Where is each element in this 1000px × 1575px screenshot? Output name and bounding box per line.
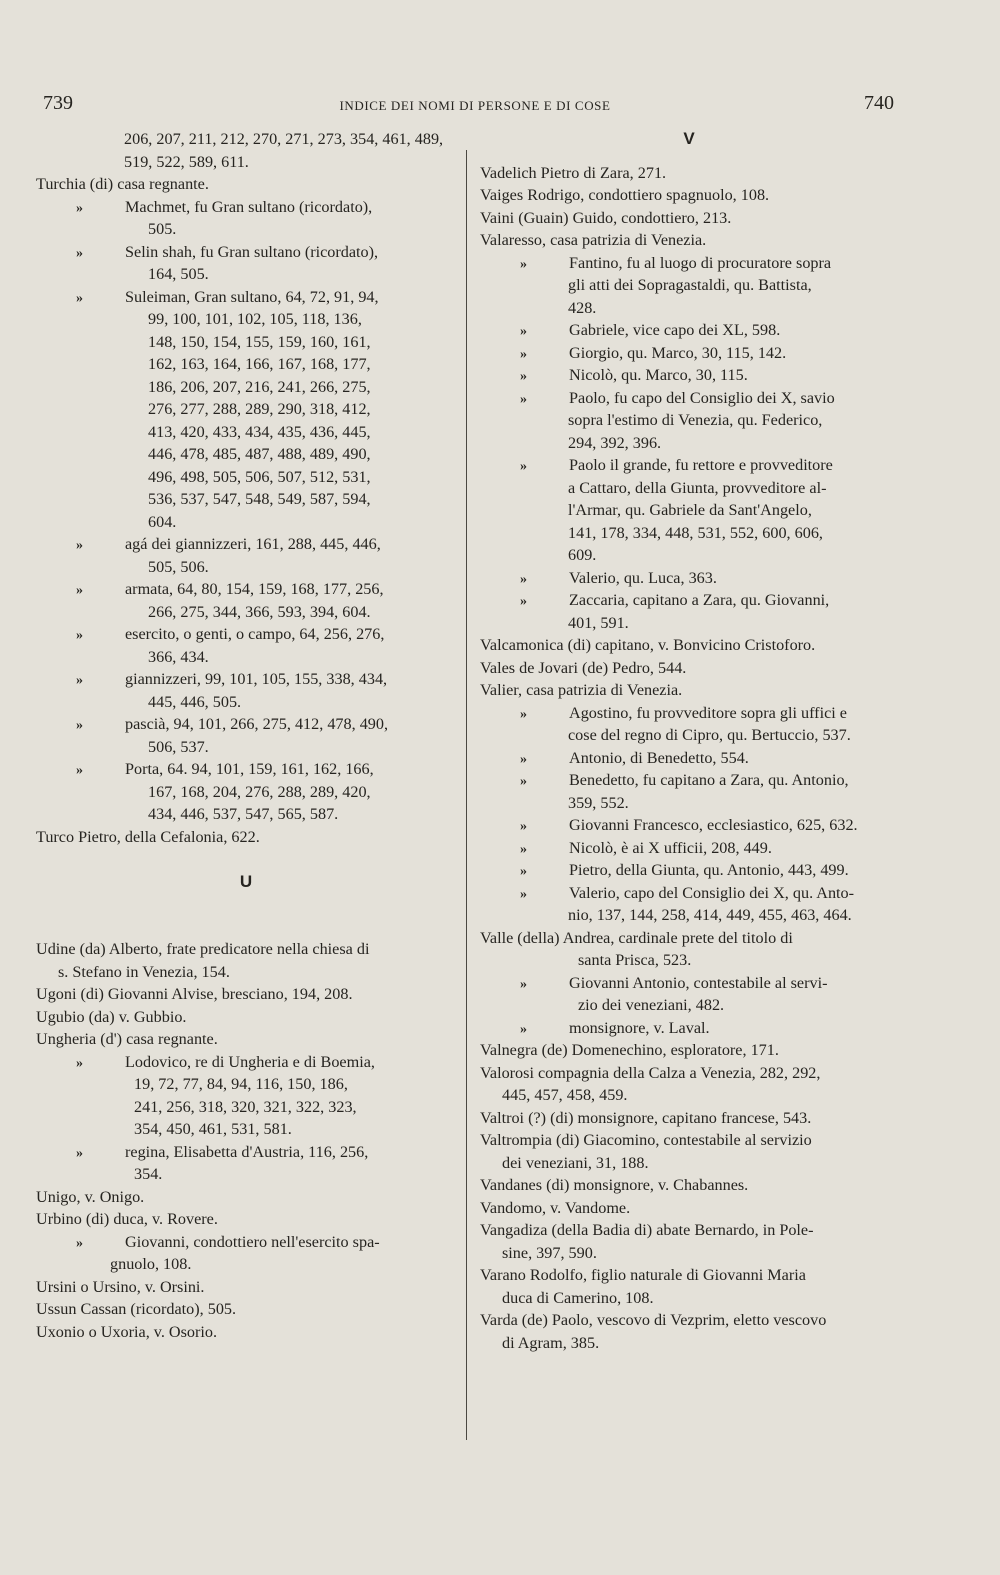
- index-entry-text: agá dei giannizzeri, 161, 288, 445, 446,: [125, 535, 381, 553]
- index-line: [480, 252, 898, 275]
- index-line: [36, 128, 456, 151]
- index-line: [480, 544, 898, 567]
- index-line: [36, 511, 456, 534]
- index-entry-text: Vales de Jovari (de) Pedro, 544.: [480, 658, 687, 677]
- index-line: [480, 612, 898, 635]
- index-entry-text: s. Stefano in Venezia, 154.: [58, 962, 230, 981]
- index-line: [36, 646, 456, 669]
- index-entry-text: Vaiges Rodrigo, condottiero spagnuolo, 108.: [480, 186, 770, 204]
- index-entry-text: 167, 168, 204, 276, 288, 289, 420,: [148, 782, 371, 801]
- index-entry-text: Valier, casa patrizia di Venezia.: [480, 681, 683, 699]
- index-line: [480, 972, 898, 995]
- index-entry-text: Paolo, fu capo del Consiglio dei X, savio: [569, 388, 835, 407]
- index-line: [480, 522, 898, 545]
- right-column: [480, 128, 898, 1354]
- index-entry-text: Antonio, di Benedetto, 554.: [569, 748, 749, 767]
- index-line: [480, 747, 898, 770]
- index-entry-text: Giorgio, qu. Marco, 30, 115, 142.: [569, 343, 787, 362]
- index-entry-text: 428.: [568, 298, 597, 317]
- ditto-mark: »: [520, 976, 527, 992]
- index-entry-text: 99, 100, 101, 102, 105, 118, 136,: [148, 310, 362, 328]
- index-line: [36, 668, 456, 691]
- index-entry-text: Zaccaria, capitano a Zara, qu. Giovanni,: [569, 591, 830, 609]
- index-entry-text: Uxonio o Uxoria, v. Osorio.: [36, 1322, 218, 1341]
- page-header: [0, 92, 1000, 122]
- index-line: [36, 1118, 456, 1141]
- index-line: [480, 769, 898, 792]
- ditto-mark: »: [76, 538, 83, 553]
- index-entry-text: Vaini (Guain) Guido, condottiero, 213.: [480, 208, 732, 227]
- index-entry-text: 241, 256, 318, 320, 321, 322, 323,: [134, 1097, 357, 1116]
- index-entry-text: 536, 537, 547, 548, 549, 587, 594,: [148, 490, 371, 508]
- ditto-mark: »: [76, 1235, 83, 1251]
- index-entry-text: monsignore, v. Laval.: [569, 1018, 710, 1037]
- index-entry-text: Agostino, fu provveditore sopra gli uffici e: [569, 703, 847, 722]
- index-entry-text: Porta, 64. 94, 101, 159, 161, 162, 166,: [125, 760, 374, 778]
- index-entry-text: Ungheria (d') casa regnante.: [36, 1030, 218, 1048]
- index-entry-text: Vandomo, v. Vandome.: [480, 1198, 631, 1217]
- index-line: [480, 432, 898, 455]
- index-line: [36, 691, 456, 714]
- index-entry-text: Valorosi compagnia della Calza a Venezia, 282, 292,: [480, 1063, 821, 1082]
- index-line: [480, 1084, 898, 1107]
- index-entry-text: 445, 446, 505.: [148, 692, 242, 711]
- index-line: [480, 274, 898, 297]
- ditto-mark: »: [520, 706, 527, 722]
- right-page-number: 740: [864, 92, 894, 114]
- ditto-mark: »: [76, 583, 83, 598]
- index-entry-text: Valnegra (de) Domenechino, esploratore, 171.: [480, 1041, 779, 1059]
- index-entry-text: Valle (della) Andrea, cardinale prete del titolo di: [480, 928, 793, 947]
- index-line: [480, 634, 898, 657]
- index-line: [36, 376, 456, 399]
- ditto-mark: »: [520, 256, 527, 272]
- index-entry-text: 164, 505.: [148, 265, 209, 283]
- ditto-mark: »: [76, 673, 83, 688]
- index-line: [36, 1006, 456, 1029]
- index-line: [36, 713, 456, 736]
- index-entry-text: l'Armar, qu. Gabriele da Sant'Angelo,: [568, 501, 812, 519]
- index-line: [36, 533, 456, 556]
- index-line: [480, 1174, 898, 1197]
- index-entry-text: cose del regno di Cipro, qu. Bertuccio, 537.: [568, 726, 851, 744]
- index-entry-text: 19, 72, 77, 84, 94, 116, 150, 186,: [134, 1075, 348, 1093]
- index-entry-text: sine, 397, 590.: [502, 1243, 597, 1262]
- index-entry-text: Turchia (di) casa regnante.: [36, 175, 209, 193]
- index-line: [36, 398, 456, 421]
- index-entry-text: zio dei veneziani, 482.: [578, 996, 725, 1014]
- index-line: [36, 736, 456, 759]
- index-line: [480, 184, 898, 207]
- section-letter: U: [239, 871, 253, 891]
- index-entry-text: Suleiman, Gran sultano, 64, 72, 91, 94,: [125, 287, 379, 306]
- left-page-number: 739: [43, 92, 73, 114]
- index-line: [36, 466, 456, 489]
- index-line: [36, 1208, 456, 1231]
- index-line: [480, 1219, 898, 1242]
- index-line: [480, 162, 898, 185]
- index-entry-text: 294, 392, 396.: [568, 433, 662, 452]
- index-entry-text: Vadelich Pietro di Zara, 271.: [480, 163, 667, 182]
- index-line: [480, 1107, 898, 1130]
- ditto-mark: »: [76, 245, 83, 261]
- ditto-mark: »: [520, 864, 527, 879]
- index-line: [36, 421, 456, 444]
- index-line: [480, 1062, 898, 1085]
- index-line: [36, 938, 456, 961]
- index-entry-text: Valtrompia (di) Giacomino, contestabile al servizio: [480, 1131, 812, 1149]
- ditto-mark: »: [76, 200, 83, 216]
- index-line: [36, 601, 456, 624]
- index-line: [480, 859, 898, 882]
- index-entry-text: duca di Camerino, 108.: [502, 1288, 654, 1307]
- index-line: [36, 218, 456, 241]
- ditto-mark: »: [520, 1021, 527, 1037]
- index-line: [36, 1028, 456, 1051]
- index-line: [36, 1051, 456, 1074]
- ditto-mark: »: [520, 841, 527, 857]
- running-title: INDICE DEI NOMI DI PERSONE E DI COSE: [339, 98, 611, 113]
- index-entry-text: Giovanni, condottiero nell'esercito spa-: [125, 1232, 380, 1251]
- index-entry-text: 604.: [148, 512, 177, 531]
- index-line: [480, 904, 898, 927]
- index-line: [480, 994, 898, 1017]
- ditto-mark: »: [520, 594, 527, 609]
- index-line: [36, 443, 456, 466]
- index-entry-text: Giovanni Antonio, contestabile al servi-: [569, 973, 828, 992]
- index-line: [480, 679, 898, 702]
- index-entry-text: 446, 478, 485, 487, 488, 489, 490,: [148, 445, 371, 463]
- index-line: [36, 173, 456, 196]
- index-line: [480, 207, 898, 230]
- index-line: [480, 1309, 898, 1332]
- index-line: [480, 724, 898, 747]
- index-entry-text: Benedetto, fu capitano a Zara, qu. Antonio,: [569, 771, 849, 789]
- index-line: [480, 927, 898, 950]
- index-entry-text: pascià, 94, 101, 266, 275, 412, 478, 490,: [125, 715, 389, 733]
- index-entry-text: 186, 206, 207, 216, 241, 266, 275,: [148, 377, 371, 396]
- index-entry-text: 354.: [134, 1165, 163, 1183]
- index-line: [36, 1298, 456, 1321]
- index-entry-text: Vangadiza (della Badia di) abate Bernardo, in Pole-: [480, 1221, 814, 1239]
- ditto-mark: »: [520, 391, 527, 407]
- index-entry-text: 276, 277, 288, 289, 290, 318, 412,: [148, 400, 371, 418]
- index-entry-text: 266, 275, 344, 366, 593, 394, 604.: [148, 602, 371, 621]
- index-line: [36, 781, 456, 804]
- index-entry-text: gli atti dei Sopragastaldi, qu. Battista,: [568, 276, 812, 294]
- index-entry-text: gnuolo, 108.: [110, 1255, 192, 1273]
- index-line: [480, 1264, 898, 1287]
- index-entry-text: Udine (da) Alberto, frate predicatore nella chiesa di: [36, 940, 370, 958]
- index-entry-text: 148, 150, 154, 155, 159, 160, 161,: [148, 332, 371, 351]
- ditto-mark: »: [520, 886, 527, 902]
- index-line: [36, 286, 456, 309]
- index-entry-text: Ugubio (da) v. Gubbio.: [36, 1007, 187, 1026]
- index-line: [36, 196, 456, 219]
- index-entry-text: Varda (de) Paolo, vescovo di Vezprim, eletto vescovo: [480, 1311, 827, 1329]
- index-entry-text: giannizzeri, 99, 101, 105, 155, 338, 434,: [125, 670, 388, 688]
- index-line: [36, 1073, 456, 1096]
- index-line: [480, 454, 898, 477]
- index-line: [480, 409, 898, 432]
- spacer: [36, 848, 456, 871]
- index-entry-text: dei veneziani, 31, 188.: [502, 1153, 649, 1172]
- index-entry-text: 506, 537.: [148, 737, 209, 756]
- index-entry-text: 505.: [148, 220, 177, 238]
- ditto-mark: »: [520, 571, 527, 587]
- index-entry-text: Ussun Cassan (ricordato), 505.: [36, 1300, 237, 1318]
- index-line: [36, 1186, 456, 1209]
- left-column: [36, 128, 456, 1343]
- index-line: [480, 657, 898, 680]
- index-entry-text: nio, 137, 144, 258, 414, 449, 455, 463, 464.: [568, 906, 852, 924]
- index-line: [480, 229, 898, 252]
- index-entry-text: Machmet, fu Gran sultano (ricordato),: [125, 197, 373, 216]
- index-line: [36, 826, 456, 849]
- ditto-mark: »: [76, 718, 83, 733]
- index-entry-text: a Cattaro, della Giunta, provveditore al-: [568, 478, 827, 497]
- index-line: [36, 1276, 456, 1299]
- index-line: [480, 297, 898, 320]
- index-entry-text: 609.: [568, 546, 597, 564]
- index-entry-text: 354, 450, 461, 531, 581.: [134, 1120, 292, 1138]
- ditto-mark: »: [520, 324, 527, 339]
- index-entry-text: Paolo il grande, fu rettore e provveditore: [569, 456, 833, 474]
- index-entry-text: Vandanes (di) monsignore, v. Chabannes.: [480, 1176, 749, 1194]
- column-divider: [466, 150, 467, 1440]
- index-entry-text: 445, 457, 458, 459.: [502, 1086, 628, 1104]
- index-line: [36, 241, 456, 264]
- index-line: [36, 263, 456, 286]
- index-entry-text: Turco Pietro, della Cefalonia, 622.: [36, 827, 260, 846]
- index-line: [480, 1039, 898, 1062]
- index-entry-text: Gabriele, vice capo dei XL, 598.: [569, 321, 781, 339]
- index-line: [480, 814, 898, 837]
- ditto-mark: »: [520, 819, 527, 834]
- spacer: [480, 151, 898, 162]
- index-entry-text: Lodovico, re di Ungheria e di Boemia,: [125, 1052, 375, 1071]
- index-entry-text: Urbino (di) duca, v. Rovere.: [36, 1210, 218, 1228]
- index-entry-text: Valcamonica (di) capitano, v. Bonvicino Cristoforo.: [480, 636, 816, 654]
- index-entry-text: Pietro, della Giunta, qu. Antonio, 443, 499.: [569, 861, 849, 879]
- index-entry-text: Nicolò, qu. Marco, 30, 115.: [569, 366, 748, 384]
- index-line: [36, 556, 456, 579]
- ditto-mark: »: [76, 628, 83, 643]
- ditto-mark: »: [520, 751, 527, 767]
- index-line: [36, 803, 456, 826]
- index-line: [480, 792, 898, 815]
- index-line: [480, 499, 898, 522]
- index-entry-text: 434, 446, 537, 547, 565, 587.: [148, 805, 339, 823]
- index-line: [480, 949, 898, 972]
- index-line: [36, 623, 456, 646]
- index-entry-text: Selin shah, fu Gran sultano (ricordato),: [125, 242, 379, 261]
- index-entry-text: santa Prisca, 523.: [578, 951, 692, 969]
- index-entry-text: 359, 552.: [568, 793, 629, 812]
- index-entry-text: armata, 64, 80, 154, 159, 168, 177, 256,: [125, 580, 384, 598]
- ditto-mark: »: [520, 369, 527, 384]
- index-line: [480, 567, 898, 590]
- index-line: [36, 1321, 456, 1344]
- ditto-mark: »: [76, 763, 83, 778]
- index-line: [480, 837, 898, 860]
- ditto-mark: »: [520, 774, 527, 789]
- spacer: [36, 893, 456, 938]
- index-line: [36, 331, 456, 354]
- index-entry-text: Valerio, qu. Luca, 363.: [569, 568, 717, 587]
- index-line: [36, 488, 456, 511]
- index-entry-text: Valtroi (?) (di) monsignore, capitano francese, 543.: [480, 1108, 812, 1127]
- index-line: [480, 1242, 898, 1265]
- index-entry-text: Giovanni Francesco, ecclesiastico, 625, 632.: [569, 816, 858, 834]
- index-line: [480, 882, 898, 905]
- index-entry-text: Ursini o Ursino, v. Orsini.: [36, 1277, 205, 1296]
- index-line: [480, 1332, 898, 1355]
- index-entry-text: 505, 506.: [148, 557, 209, 576]
- index-line: [480, 342, 898, 365]
- index-line: [36, 961, 456, 984]
- index-line: [480, 1197, 898, 1220]
- index-line: [36, 1163, 456, 1186]
- index-entry-text: 401, 591.: [568, 613, 629, 632]
- index-entry-text: Fantino, fu al luogo di procuratore sopra: [569, 253, 832, 272]
- index-line: [480, 1287, 898, 1310]
- index-line: [480, 387, 898, 410]
- index-entry-text: 496, 498, 505, 506, 507, 512, 531,: [148, 467, 371, 486]
- index-line: [480, 1129, 898, 1152]
- index-entry-text: regina, Elisabetta d'Austria, 116, 256,: [125, 1142, 369, 1161]
- index-entry-text: Ugoni (di) Giovanni Alvise, bresciano, 194, 208.: [36, 985, 353, 1003]
- index-line: [480, 1152, 898, 1175]
- ditto-mark: »: [76, 1055, 83, 1071]
- index-line: [480, 319, 898, 342]
- index-line: [36, 151, 456, 174]
- section-letter: V: [683, 129, 695, 148]
- index-entry-text: 206, 207, 211, 212, 270, 271, 273, 354, 461, 489,: [124, 130, 444, 148]
- index-line: [36, 308, 456, 331]
- ditto-mark: »: [520, 346, 527, 362]
- index-line: [36, 353, 456, 376]
- index-line: [480, 364, 898, 387]
- index-line: [36, 1141, 456, 1164]
- index-entry-text: 413, 420, 433, 434, 435, 436, 445,: [148, 422, 371, 441]
- index-entry-text: 519, 522, 589, 611.: [124, 152, 249, 171]
- index-line: [36, 983, 456, 1006]
- index-line: [36, 758, 456, 781]
- ditto-mark: »: [520, 459, 527, 474]
- index-line: [36, 578, 456, 601]
- index-entry-text: Unigo, v. Onigo.: [36, 1187, 145, 1206]
- index-entry-text: di Agram, 385.: [502, 1333, 600, 1352]
- index-entry-text: Valaresso, casa patrizia di Venezia.: [480, 231, 707, 249]
- index-line: [480, 1017, 898, 1040]
- ditto-mark: »: [76, 290, 83, 306]
- index-line: [36, 1253, 456, 1276]
- index-line: [480, 702, 898, 725]
- index-line: [36, 1096, 456, 1119]
- index-line: [480, 477, 898, 500]
- index-entry-text: 141, 178, 334, 448, 531, 552, 600, 606,: [568, 523, 823, 542]
- index-entry-text: Nicolò, è ai X ufficii, 208, 449.: [569, 838, 772, 857]
- index-entry-text: 366, 434.: [148, 647, 209, 666]
- index-entry-text: sopra l'estimo di Venezia, qu. Federico,: [568, 411, 823, 429]
- index-entry-text: Varano Rodolfo, figlio naturale di Giovanni Maria: [480, 1266, 806, 1284]
- index-entry-text: 162, 163, 164, 166, 167, 168, 177,: [148, 355, 371, 373]
- index-entry-text: esercito, o genti, o campo, 64, 256, 276,: [125, 625, 385, 643]
- index-entry-text: Valerio, capo del Consiglio dei X, qu. Anto-: [569, 883, 855, 902]
- ditto-mark: »: [76, 1145, 83, 1161]
- index-line: [36, 1231, 456, 1254]
- index-line: [480, 589, 898, 612]
